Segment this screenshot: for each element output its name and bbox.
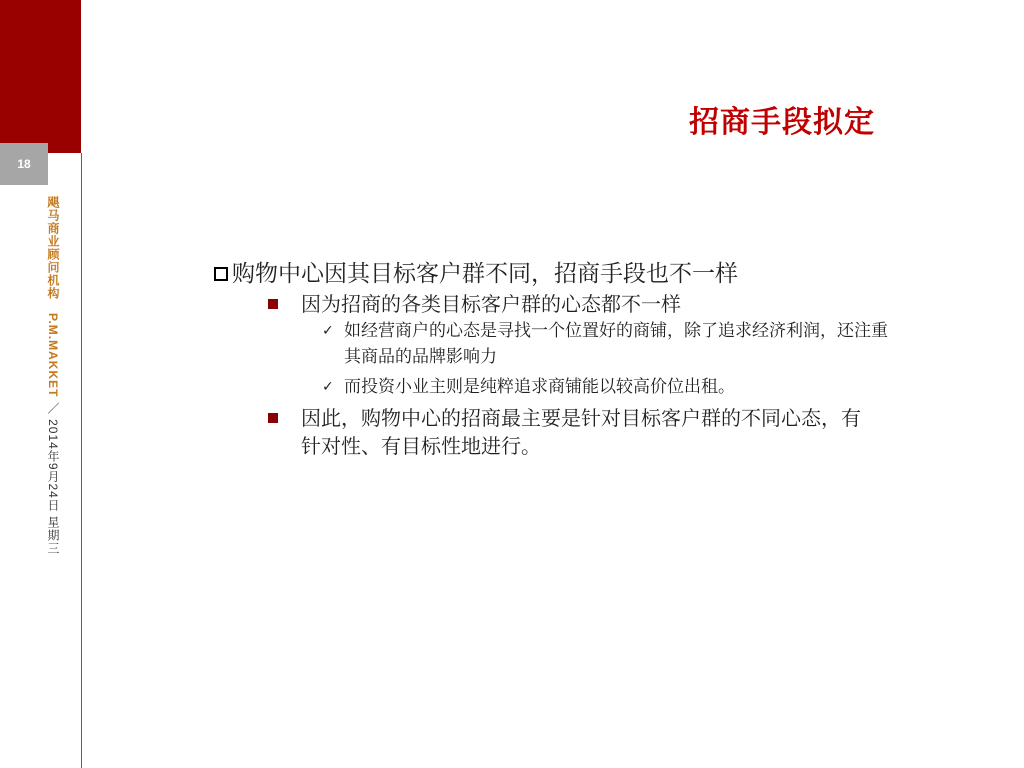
sidebar-date: ／ 2014年9月24日 星期三 [46, 401, 60, 556]
vertical-divider [81, 153, 82, 768]
filled-square-bullet-icon [268, 299, 278, 309]
bullet-level1-text: 购物中心因其目标客户群不同，招商手段也不一样 [232, 261, 738, 287]
bullet-level1 [214, 258, 864, 290]
bullet-level2-text: 因为招商的各类目标客户群的心态都不一样 [301, 292, 681, 316]
filled-square-bullet-icon [268, 413, 278, 423]
bullet-level3 [322, 318, 889, 370]
left-accent-bar [0, 0, 81, 153]
checkmark-bullet-icon: ✓ [322, 323, 334, 339]
hollow-square-bullet-icon [214, 267, 228, 281]
bullet-level3-text: 而投资小业主则是纯粹追求商铺能以较高价位出租。 [344, 377, 735, 397]
sidebar-organization: 飓马商业顾问机构 P.M.MAKKET [46, 196, 60, 398]
bullet-level2 [301, 404, 866, 460]
checkmark-bullet-icon: ✓ [322, 379, 334, 395]
bullet-level3 [322, 374, 889, 400]
slide-title: 招商手段拟定 [689, 105, 875, 140]
bullet-level2-text: 因此，购物中心的招商最主要是针对目标客户群的不同心态，有针对性、有目标性地进行。 [301, 406, 861, 458]
bullet-level2 [301, 290, 866, 318]
slide-body [214, 258, 888, 460]
bullet-level3-text: 如经营商户的心态是寻找一个位置好的商铺，除了追求经济利润，还注重其商品的品牌影响力 [344, 321, 888, 367]
sidebar-vertical-text [46, 196, 60, 555]
page-number: 18 [17, 157, 31, 171]
